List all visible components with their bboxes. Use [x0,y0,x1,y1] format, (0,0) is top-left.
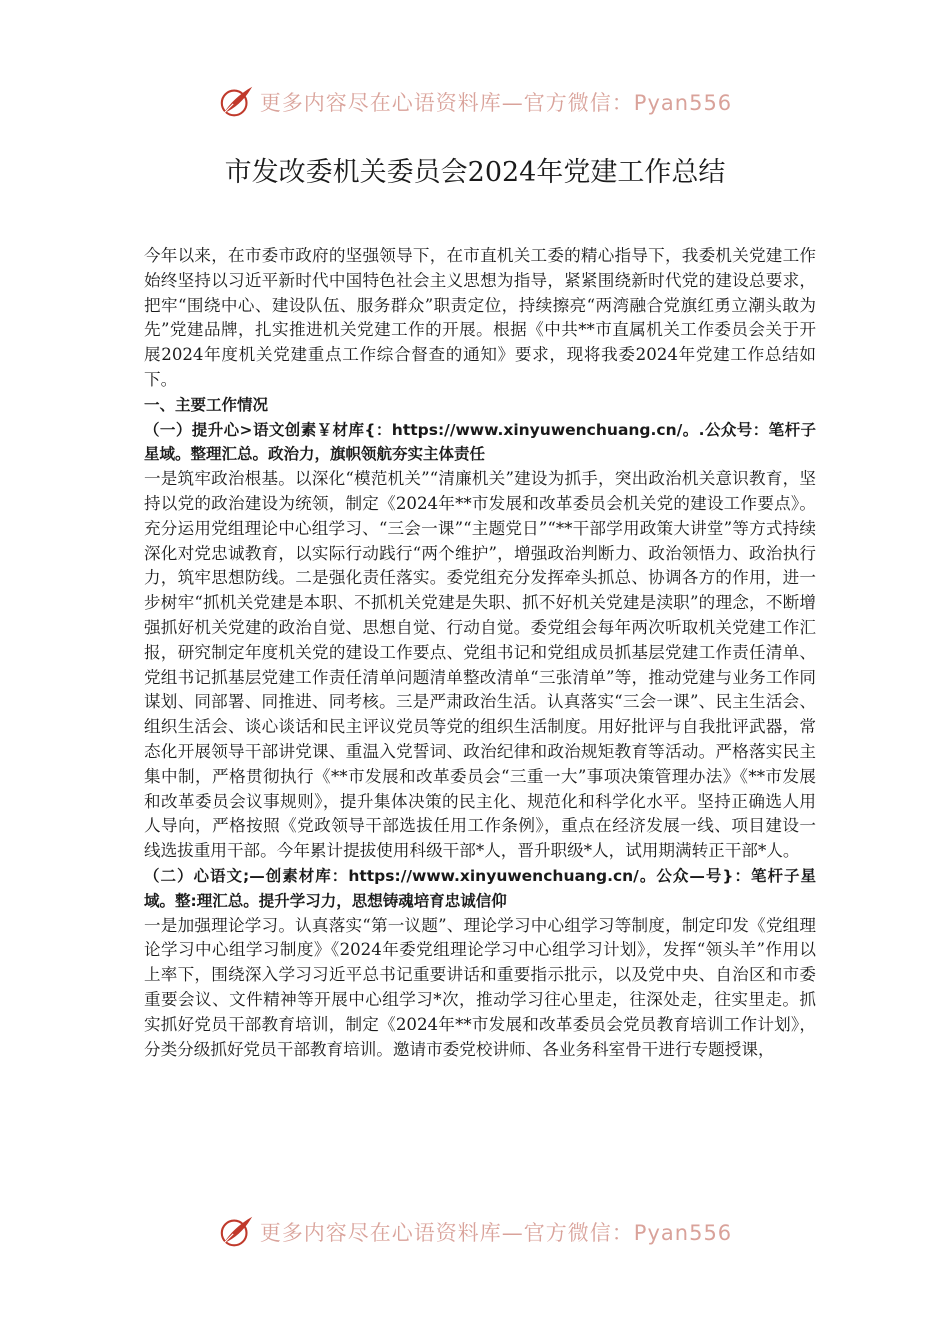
subheading-2: （二）心语文;—创素材库：https://www.xinyuwenchuang.cn/。公众—号}：笔杆子星域。整:理汇总。提升学习力，思想铸魂培育忠诚信仰 [144,866,816,910]
section-heading: 一、主要工作情况 [144,395,269,414]
body-paragraph-2: 一是加强理论学习。认真落实“第一议题”、理论学习中心组学习等制度，制定印发《党组理论学习中心组学习制度》《2024年委党组理论学习中心组学习计划》，发挥“领头羊”作用以上率下，围绕深入学习习近平总书记重要讲话和重要指示批示，以及党中央、自治区和市委重要会议、文件精神等开展中心组学习*次，推动学习往心里走，往深处走，往实里走。抓实抓好党员干部教育培训，制定《2024年**市发展和改革委员会党员教育培训工作计划》，分类分级抓好党员干部教育培训。邀请市委党校讲师、各业务科室骨干进行专题授课， [144,915,816,1059]
subheading-1: （一）提升心>语文创素￥材库{：https://www.xinyuwenchuang.cn/。.公众号：笔杆子星域。整理汇总。政治力，旗帜领航夯实主体责任 [144,420,816,464]
body-paragraph-1: 一是筑牢政治根基。以深化“模范机关”“清廉机关”建设为抓手，突出政治机关意识教育，坚持以党的政治建设为统领，制定《2024年**市发展和改革委员会机关党的建设工作要点》。充分运用党组理论中心组学习、“三会一课”“主题党日”“**干部学用政策大讲堂”等方式持续深化对党忠诚教育，以实际行动践行“两个维护”，增强政治判断力、政治领悟力、政治执行力，筑牢思想防线。二是强化责任落实。委党组充分发挥牵头抓总、协调各方的作用，进一步树牢“抓机关党建是本职、不抓机关党建是失职、抓不好机关党建是渎职”的理念，不断增强抓好机关党建的政治自觉、思想自觉、行动自觉。委党组会每年两次听取机关党建工作汇报，研究制定年度机关党的建设工作要点、党组书记和党组成员抓基层党建工作责任清单、党组书记抓基层党建工作责任清单问题清单整改清单“三张清单”等，推动党建与业务工作同谋划、同部署、同推进、同考核。三是严肃政治生活。认真落实“三会一课”、民主生活会、组织生活会、谈心谈话和民主评议党员等党的组织生活制度。用好批评与自我批评武器，常态化开展领导干部讲党课、重温入党誓词、政治纪律和政治规矩教育等活动。严格落实民主集中制，严格贯彻执行《**市发展和改革委员会“三重一大”事项决策管理办法》《**市发展和改革委员会议事规则》，提升集体决策的民主化、规范化和科学化水平。坚持正确选人用人导向，严格按照《党政领导干部选拔任用工作条例》，重点在经济发展一线、项目建设一线选拔重用干部。今年累计提拔使用科级干部*人，晋升职级*人，试用期满转正干部*人。 [144,469,816,861]
page-title: 市发改委机关委员会2024年党建工作总结 [224,157,726,188]
intro-paragraph: 今年以来，在市委市政府的坚强领导下，在市直机关工委的精心指导下，我委机关党建工作始终坚持以习近平新时代中国特色社会主义思想为指导，紧紧围绕新时代党的建设总要求，把牢“围绕中心、建设队伍、服务群众”职责定位，持续擦亮“两湾融合党旗红勇立潮头敢为先”党建品牌，扎实推进机关党建工作的开展。根据《中共**市直属机关工作委员会关于开展2024年度机关党建重点工作综合督查的通知》要求，现将我委2024年党建工作总结如下。 [144,246,816,389]
watermark-text: 更多内容尽在心语资料库—官方微信：Pyan556 [259,91,733,115]
quill-logo-icon [218,1213,256,1251]
watermark-banner-top [0,82,950,122]
watermark-banner-bottom [0,1212,950,1252]
watermark-text: 更多内容尽在心语资料库—官方微信：Pyan556 [259,1221,733,1245]
document-body [144,244,816,1062]
quill-logo-icon [218,83,256,121]
